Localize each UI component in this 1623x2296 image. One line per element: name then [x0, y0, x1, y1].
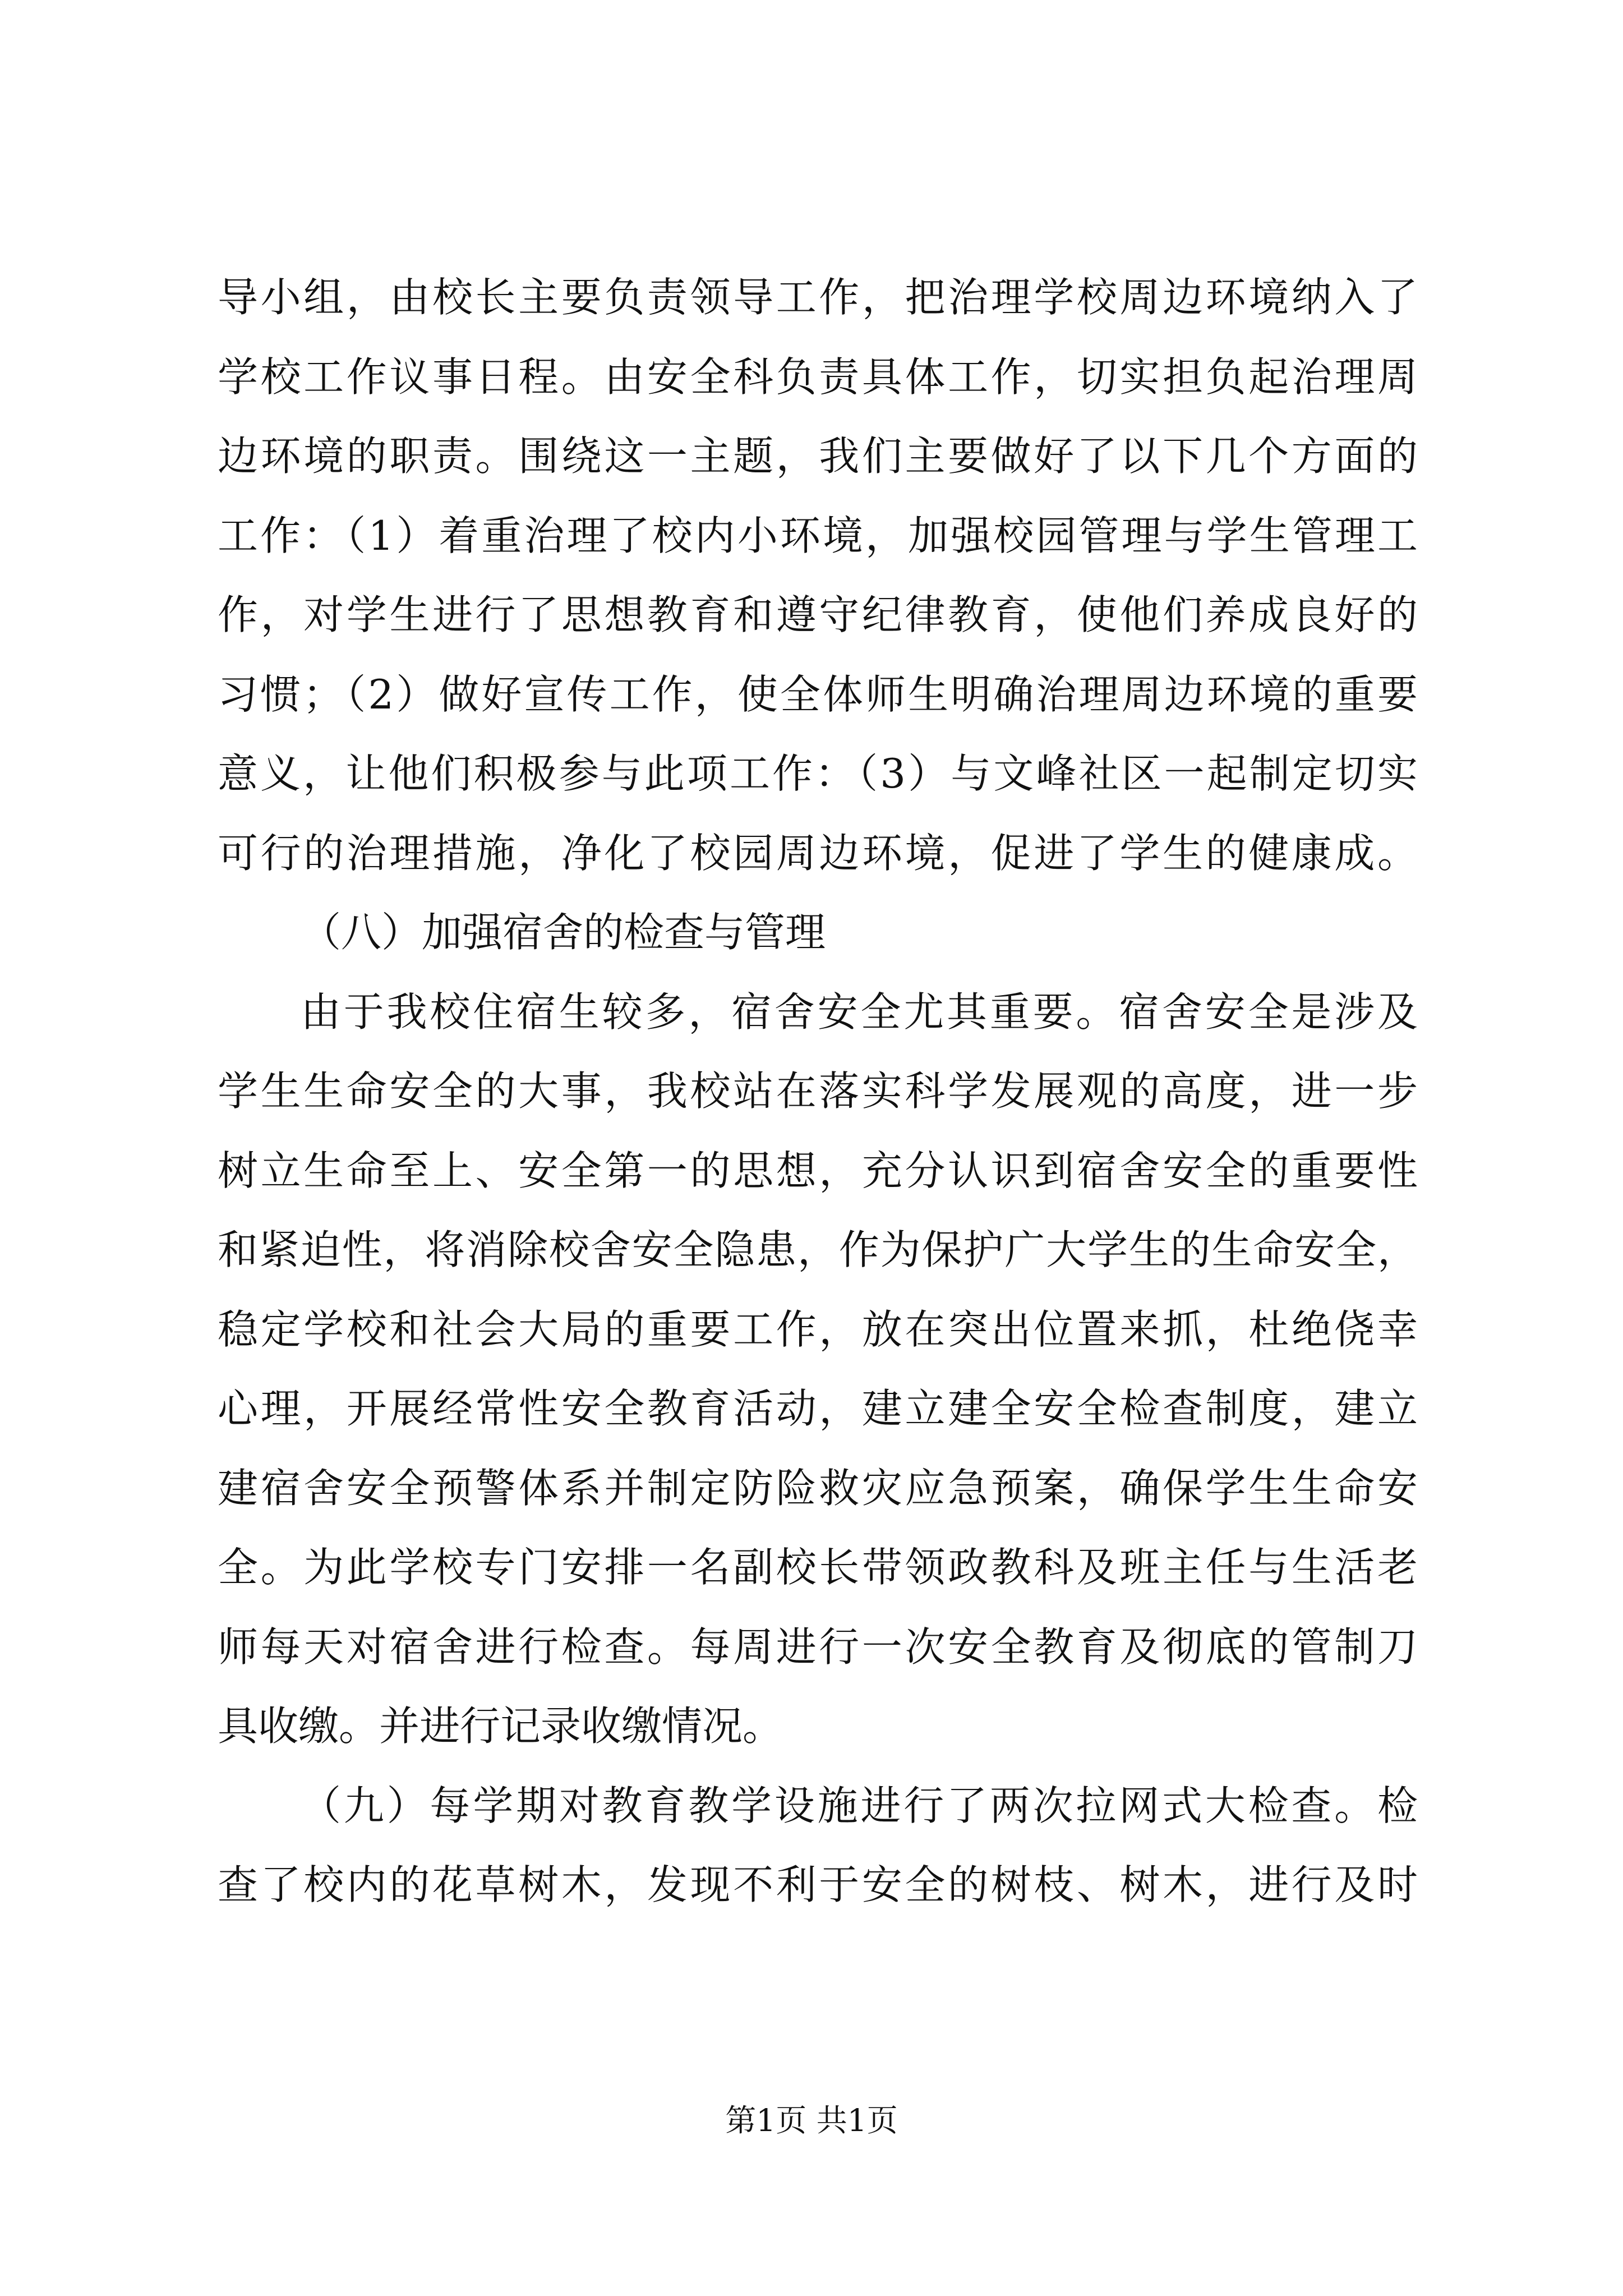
text-line: 师每天对宿舍进行检查。每周进行一次安全教育及彻底的管制刀: [218, 1623, 1418, 1671]
text-line: 树立生命至上、安全第一的思想，充分认识到宿舍安全的重要性: [218, 1147, 1418, 1194]
text-line: 边环境的职责。围绕这一主题，我们主要做好了以下几个方面的: [218, 432, 1418, 480]
text-line: 习惯；（2）做好宣传工作，使全体师生明确治理周边环境的重要: [218, 670, 1418, 718]
text-line: 心理，开展经常性安全教育活动，建立建全安全检查制度，建立: [218, 1385, 1418, 1432]
page-footer: 第1页 共1页: [725, 2102, 898, 2138]
section-heading: （八）加强宿舍的检查与管理: [301, 909, 826, 956]
document-body: [218, 258, 1418, 1925]
text-line: 建宿舍安全预警体系并制定防险救灾应急预案，确保学生生命安: [218, 1464, 1418, 1512]
text-line: 意义，让他们积极参与此项工作：（3）与文峰社区一起制定切实: [218, 750, 1418, 797]
text-line: 全。为此学校专门安排一名副校长带领政教科及班主任与生活老: [218, 1544, 1418, 1591]
text-line: 查了校内的花草树木，发现不利于安全的树枝、树木，进行及时: [218, 1861, 1418, 1908]
text-line: 工作：（1）着重治理了校内小环境，加强校园管理与学生管理工: [218, 512, 1418, 559]
text-line: 和紧迫性，将消除校舍安全隐患，作为保护广大学生的生命安全，: [218, 1226, 1418, 1273]
text-line: 作，对学生进行了思想教育和遵守纪律教育，使他们养成良好的: [218, 591, 1418, 638]
text-line: 导小组，由校长主要负责领导工作，把治理学校周边环境纳入了: [218, 274, 1418, 321]
text-line: 稳定学校和社会大局的重要工作，放在突出位置来抓，杜绝侥幸: [218, 1305, 1418, 1353]
text-line: 由于我校住宿生较多，宿舍安全尤其重要。宿舍安全是涉及: [301, 988, 1418, 1036]
text-line: 学生生命安全的大事，我校站在落实科学发展观的高度，进一步: [218, 1068, 1418, 1115]
text-line: （九）每学期对教育教学设施进行了两次拉网式大检查。检: [301, 1782, 1418, 1829]
text-line: 学校工作议事日程。由安全科负责具体工作，切实担负起治理周: [218, 353, 1418, 401]
text-line: 具收缴。并进行记录收缴情况。: [218, 1703, 783, 1750]
text-line: 可行的治理措施，净化了校园周边环境，促进了学生的健康成。: [218, 829, 1418, 877]
